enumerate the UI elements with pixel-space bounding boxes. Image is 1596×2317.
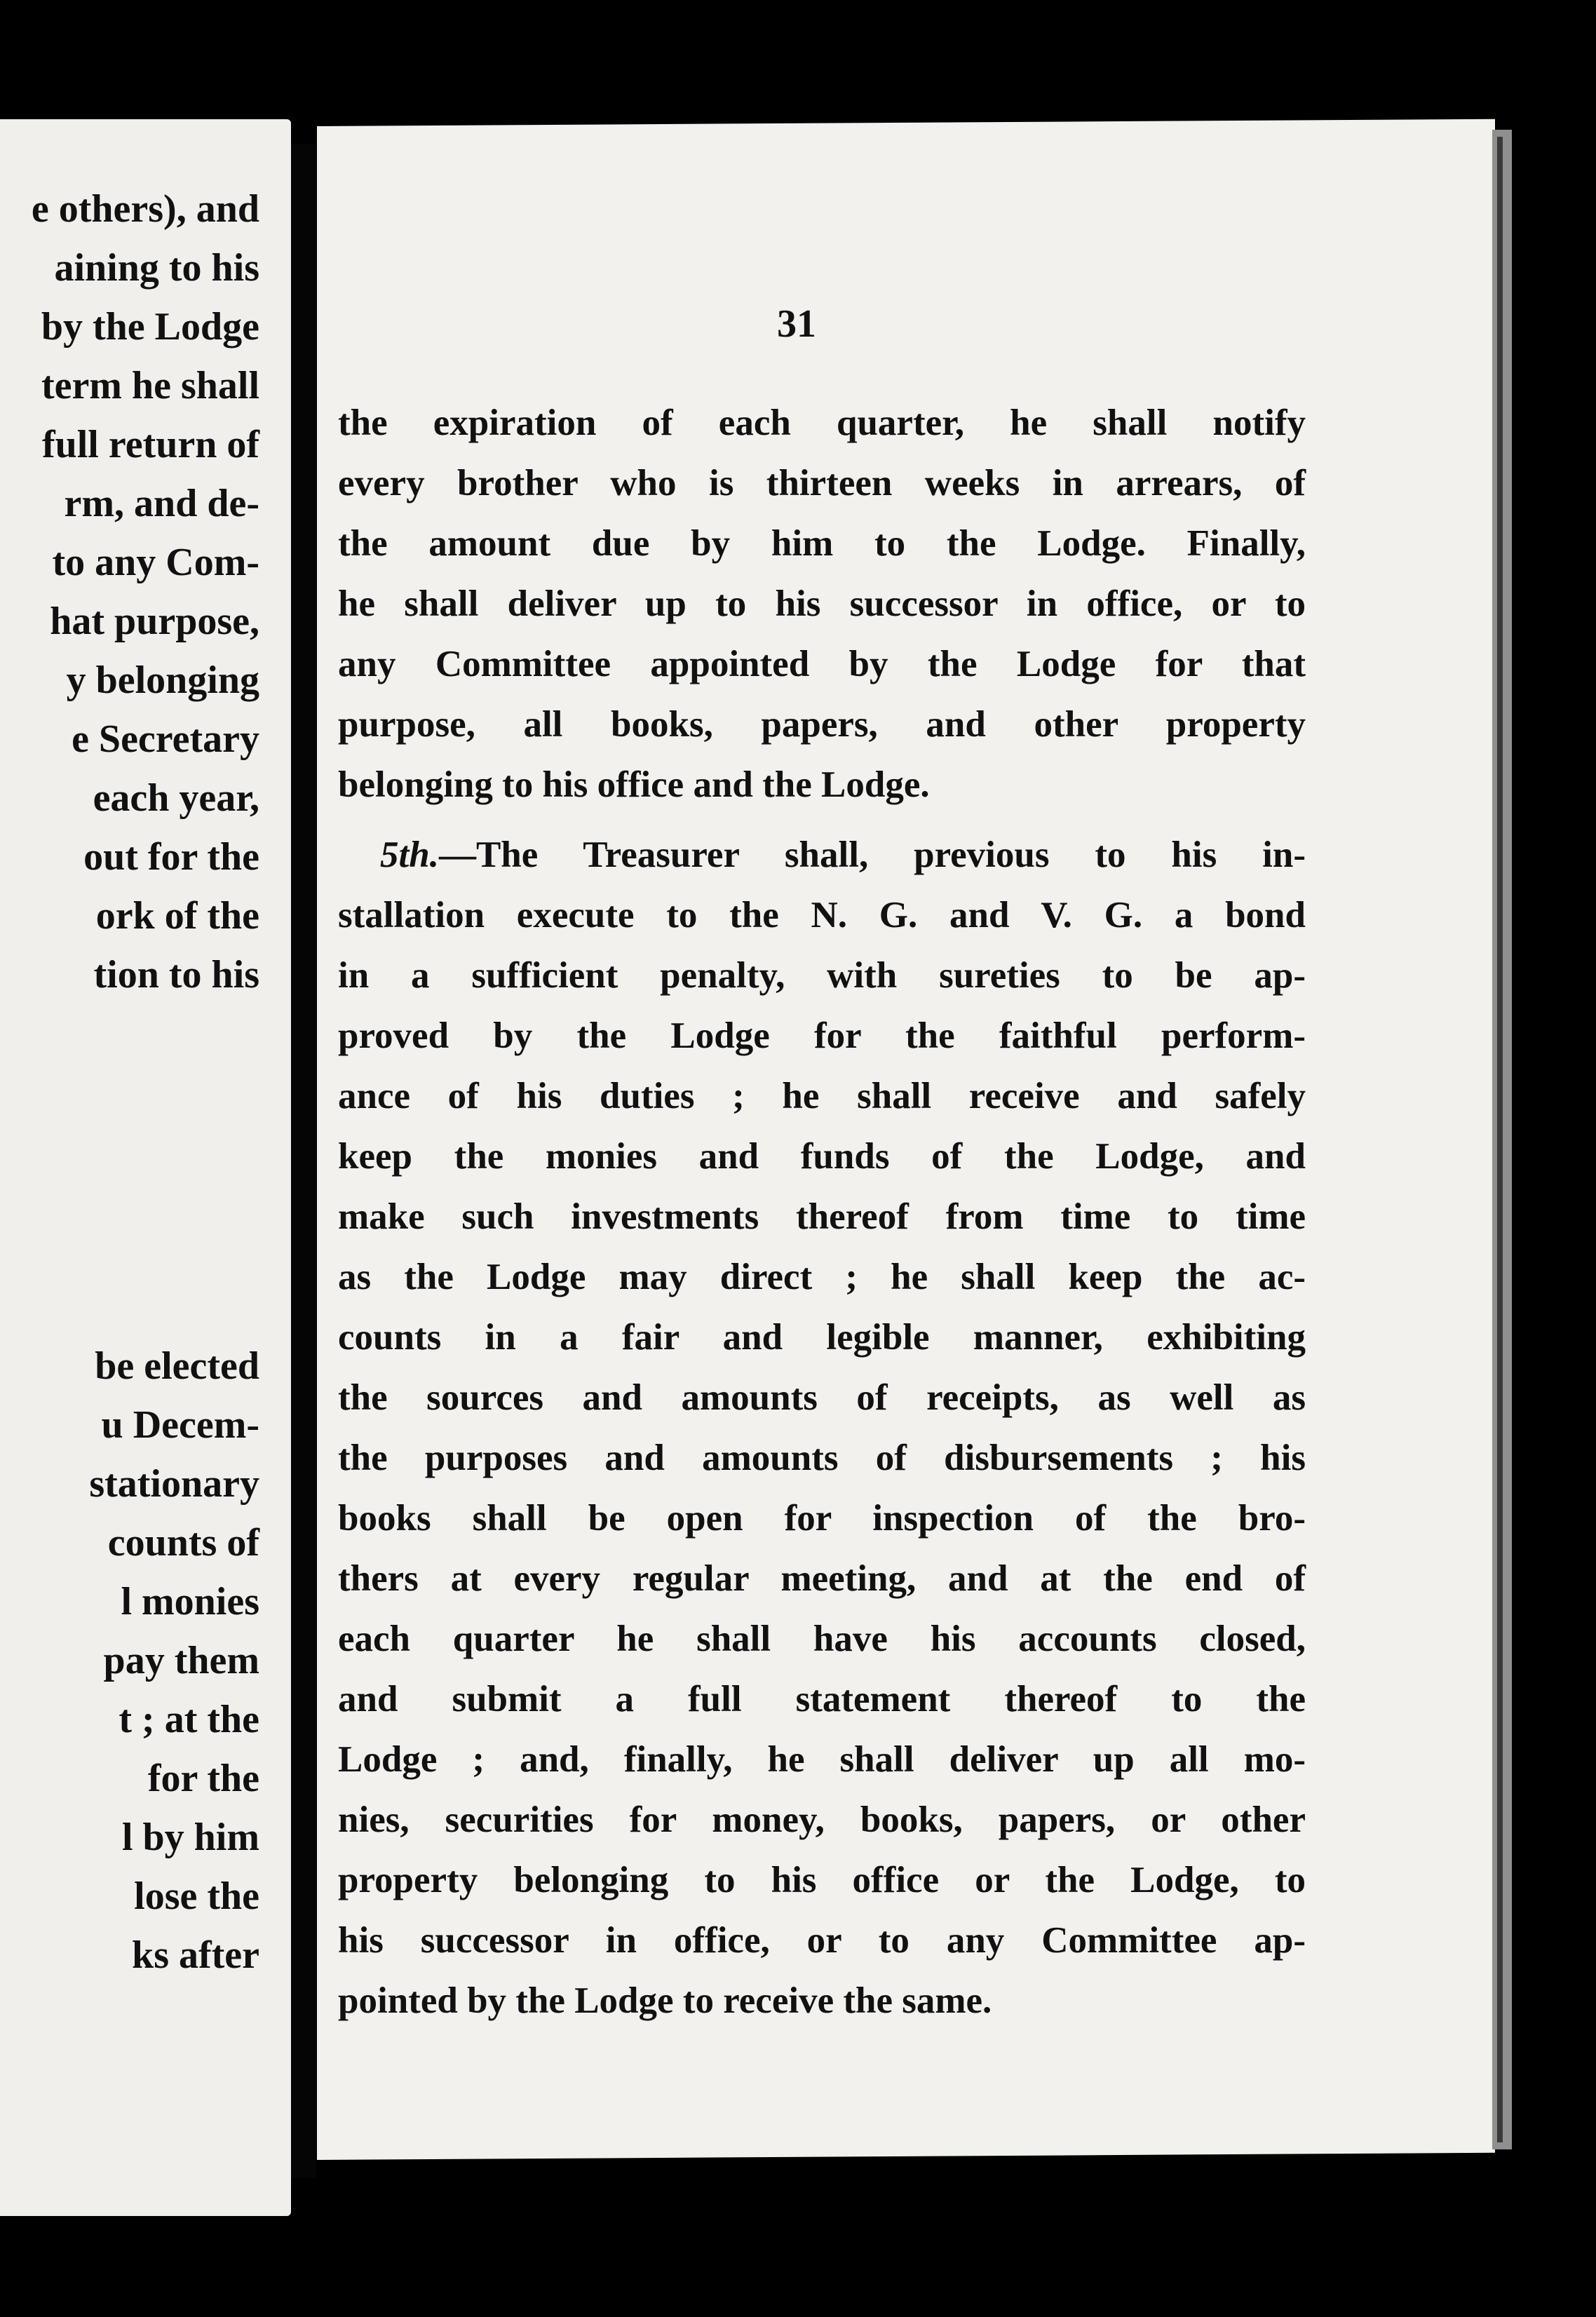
book-spine-gutter [291,144,316,2177]
text-line: the purposes and amounts of disbursements ; his [338,1438,1306,1478]
left-page-line: each year, [93,776,259,820]
left-page-line: hat purpose, [50,600,259,643]
left-page-line: full return of [41,423,259,466]
text-line: each quarter he shall have his accounts closed, [338,1619,1306,1659]
left-page-line: ork of the [95,894,259,938]
text-line: property belonging to his office or the Lodge, to [338,1860,1306,1900]
left-page-line: aining to his [54,246,259,290]
left-page-line: e others), and [31,187,259,231]
text-line: nies, securities for money, books, papers, or other [338,1799,1306,1840]
page-edge-shadow [1497,137,1503,2142]
left-page-line: u Decem- [101,1403,259,1447]
section-number: 5th. [380,835,439,875]
left-page-line: to any Com- [52,541,259,584]
left-page-line: rm, and de- [64,482,259,525]
text-line: and submit a full statement thereof to the [338,1679,1306,1720]
left-page-line: ks after [132,1933,259,1977]
left-page-line: out for the [83,835,259,879]
paragraph-first-line-text: —The Treasurer shall, previous to his in- [438,835,1306,875]
left-page-line: y belonging [66,658,259,702]
text-line: his successor in office, or to any Committee ap- [338,1920,1306,1961]
left-page-line: stationary [89,1462,259,1506]
text-line: the amount due by him to the Lodge. Finally, [338,523,1306,564]
left-page-line: term he shall [41,364,259,407]
text-line: belonging to his office and the Lodge. [338,764,930,805]
left-facing-page [0,119,291,2216]
text-line: pointed by the Lodge to receive the same. [338,1980,992,2021]
left-page-line: lose the [134,1874,259,1918]
text-line: he shall deliver up to his successor in office, or to [338,583,1306,624]
left-page-line: for the [147,1757,259,1800]
text-line: any Committee appointed by the Lodge for that [338,644,1306,684]
text-line: purpose, all books, papers, and other property [338,704,1306,745]
left-page-line: e Secretary [72,717,259,761]
text-line: proved by the Lodge for the faithful perform- [338,1015,1306,1056]
text-line: make such investments thereof from time to time [338,1196,1306,1237]
text-line: counts in a fair and legible manner, exhibiting [338,1317,1306,1358]
text-line: ance of his duties ; he shall receive and safely [338,1076,1306,1116]
text-line: keep the monies and funds of the Lodge, and [338,1136,1306,1177]
text-line: books shall be open for inspection of the bro- [338,1498,1306,1539]
left-page-line: tion to his [93,953,259,997]
page-body [338,393,1306,2031]
text-line: the sources and amounts of receipts, as well as [338,1377,1306,1418]
page-number: 31 [777,302,816,346]
text-line: as the Lodge may direct ; he shall keep the ac- [338,1257,1306,1297]
left-page-line: be elected [95,1344,259,1388]
left-page-line: by the Lodge [41,305,259,349]
text-line: every brother who is thirteen weeks in arrears, of [338,463,1306,504]
left-page-line: pay them [103,1639,259,1682]
text-line: the expiration of each quarter, he shall notify [338,403,1306,443]
left-page-line: l monies [121,1580,259,1623]
left-page-line: counts of [107,1521,259,1565]
left-page-line: l by him [121,1816,259,1859]
left-page-line: t ; at the [119,1698,259,1741]
text-line: thers at every regular meeting, and at the end of [338,1558,1306,1599]
text-line: stallation execute to the N. G. and V. G. a bond [338,895,1306,935]
text-line: in a sufficient penalty, with sureties to be ap- [338,955,1306,996]
paragraph-first-line [338,825,1306,885]
text-line: Lodge ; and, finally, he shall deliver up all mo- [338,1739,1306,1780]
